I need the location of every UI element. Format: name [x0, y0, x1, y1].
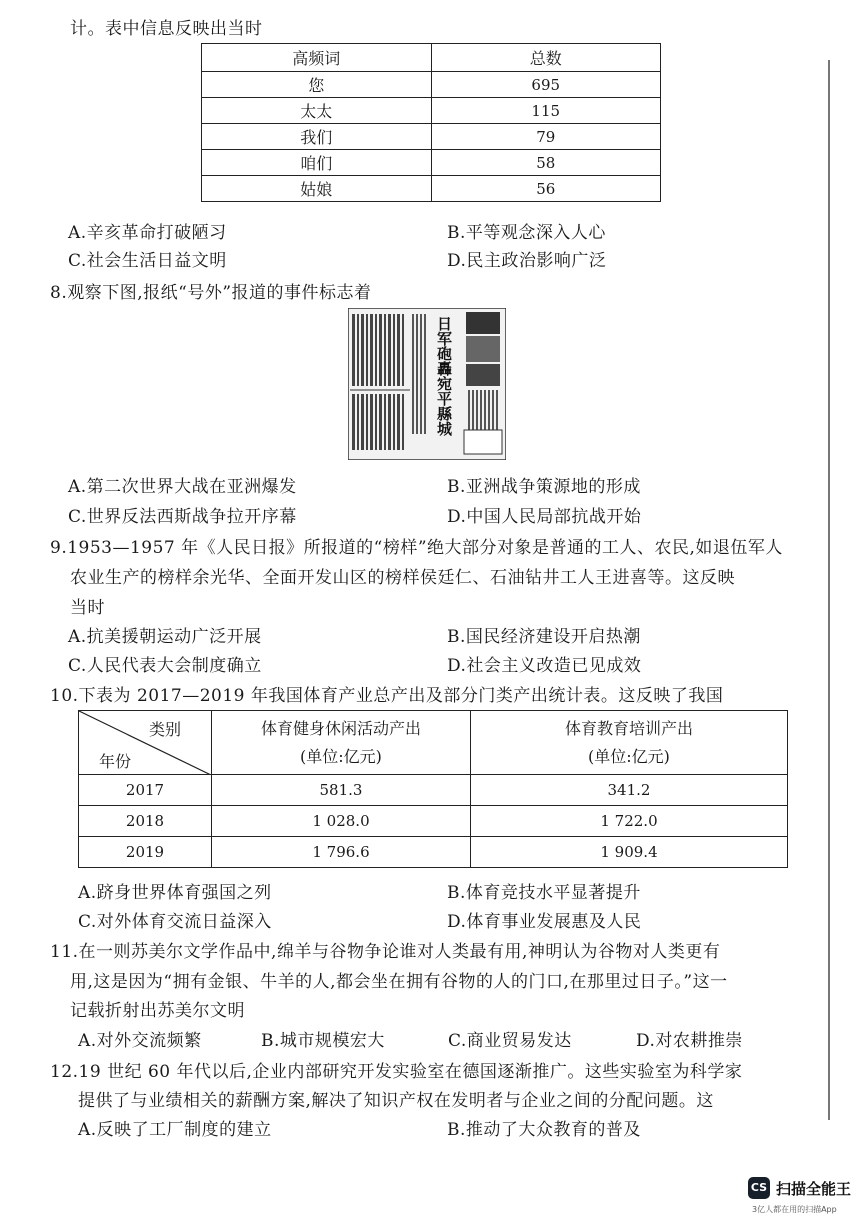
- q9-option-d: D.社会主义改造已见成效: [447, 656, 642, 676]
- q11-option-d: D.对农耕推崇: [636, 1031, 743, 1051]
- q10-col2-header: [471, 711, 788, 775]
- q12-option-a: A.反映了工厂制度的建立: [78, 1120, 272, 1140]
- q11-option-b: B.城市规模宏大: [261, 1031, 385, 1051]
- table-row-value: 1 909.4: [471, 837, 788, 868]
- q10-option-b: B.体育竞技水平显著提升: [447, 883, 641, 903]
- q9-stem-line: 当时: [70, 598, 105, 618]
- table-row-word: 您: [202, 72, 432, 98]
- table-row-count: 695: [431, 72, 661, 98]
- table-row-word: 太太: [202, 98, 432, 124]
- table-row-value: 1 796.6: [212, 837, 471, 868]
- table-row-word: 姑娘: [202, 176, 432, 202]
- scanner-app-name: 扫描全能王: [776, 1180, 852, 1198]
- q10-corner-top: 类别: [149, 720, 182, 739]
- q11-stem-line: 用,这是因为“拥有金银、牛羊的人,都会坐在拥有谷物的人的门口,在那里过日子。”这一: [70, 972, 728, 992]
- q11-stem-line: 记载折射出苏美尔文明: [70, 1001, 245, 1021]
- table-row-count: 115: [431, 98, 661, 124]
- margin-line: [828, 60, 830, 1120]
- q10-col2-unit: (单位:亿元): [588, 746, 670, 766]
- q11-option-a: A.对外交流频繁: [78, 1031, 202, 1051]
- q11-stem-line: 11.在一则苏美尔文学作品中,绵羊与谷物争论谁对人类最有用,神明认为谷物对人类更有: [50, 942, 721, 962]
- q7-header-word: 高频词: [202, 44, 432, 72]
- q11-option-c: C.商业贸易发达: [448, 1031, 572, 1051]
- q8-stem: 8.观察下图,报纸“号外”报道的事件标志着: [50, 283, 372, 303]
- newspaper-headline: 日军砲轟宛平縣城: [435, 316, 453, 436]
- q9-option-a: A.抗美援朝运动广泛开展: [68, 627, 262, 647]
- q10-stem: 10.下表为 2017—2019 年我国体育产业总产出及部分门类产出统计表。这反映了我国: [50, 686, 724, 706]
- table-row-value: 341.2: [471, 775, 788, 806]
- q10-col2-title: 体育教育培训产出: [564, 718, 693, 738]
- q10-col1-header: [212, 711, 471, 775]
- table-row-value: 581.3: [212, 775, 471, 806]
- q8-option-a: A.第二次世界大战在亚洲爆发: [68, 477, 297, 497]
- table-row-count: 56: [431, 176, 661, 202]
- table-row-word: 我们: [202, 124, 432, 150]
- q10-option-a: A.跻身世界体育强国之列: [78, 883, 272, 903]
- scanner-app-tagline: 3亿人都在用的扫描App: [752, 1205, 837, 1214]
- table-row-year: 2018: [79, 806, 212, 837]
- table-row-value: 1 028.0: [212, 806, 471, 837]
- table-row-value: 1 722.0: [471, 806, 788, 837]
- table-row-word: 咱们: [202, 150, 432, 176]
- table-row-count: 58: [431, 150, 661, 176]
- q12-stem-line: 提供了与业绩相关的薪酬方案,解决了知识产权在发明者与企业之间的分配问题。这: [78, 1091, 714, 1111]
- q7-option-d: D.民主政治影响广泛: [447, 251, 607, 271]
- q7-lead: 计。表中信息反映出当时: [70, 19, 263, 39]
- q7-option-b: B.平等观念深入人心: [447, 223, 606, 243]
- q10-col1-title: 体育健身休闲活动产出: [260, 718, 421, 738]
- q12-option-b: B.推动了大众教育的普及: [447, 1120, 641, 1140]
- q9-stem-line: 9.1953—1957 年《人民日报》所报道的“榜样”绝大部分对象是普通的工人、农民,如退伍军人: [50, 538, 783, 558]
- q7-option-c: C.社会生活日益文明: [68, 251, 227, 271]
- q9-stem-line: 农业生产的榜样余光华、全面开发山区的榜样侯廷仁、石油钻井工人王进喜等。这反映: [70, 568, 735, 588]
- q7-header-count: 总数: [431, 44, 661, 72]
- q7-option-a: A.辛亥革命打破陋习: [68, 223, 227, 243]
- q10-option-c: C.对外体育交流日益深入: [78, 912, 272, 932]
- q10-col1-unit: (单位:亿元): [300, 746, 382, 766]
- q8-option-b: B.亚洲战争策源地的形成: [447, 477, 641, 497]
- table-row-year: 2017: [79, 775, 212, 806]
- q9-option-c: C.人民代表大会制度确立: [68, 656, 262, 676]
- q7-table: [201, 43, 661, 202]
- table-row-year: 2019: [79, 837, 212, 868]
- q10-corner-cell: [79, 711, 212, 775]
- q8-option-d: D.中国人民局部抗战开始: [447, 507, 642, 527]
- scanner-logo-icon: CS: [748, 1177, 770, 1199]
- q10-corner-bottom: 年份: [99, 752, 132, 771]
- table-row-count: 79: [431, 124, 661, 150]
- q9-option-b: B.国民经济建设开启热潮: [447, 627, 641, 647]
- newspaper-extra-image: [348, 308, 506, 460]
- q10-table: [78, 710, 788, 868]
- q12-stem-line: 12.19 世纪 60 年代以后,企业内部研究开发实验室在德国逐渐推广。这些实验室为科学家: [50, 1062, 743, 1082]
- q10-option-d: D.体育事业发展惠及人民: [447, 912, 642, 932]
- q8-option-c: C.世界反法西斯战争拉开序幕: [68, 507, 297, 527]
